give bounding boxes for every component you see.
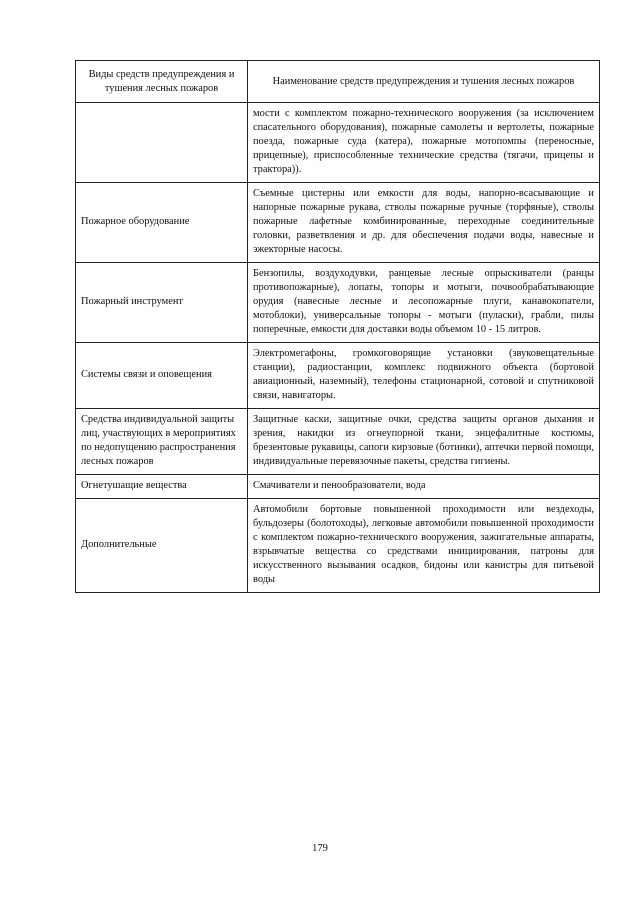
row-type-cell: Дополнительные [76,499,248,593]
row-description-cell: Смачиватели и пенообразователи, вода [248,475,600,499]
row-type-cell: Средства индивидуальной защиты лиц, участвующих в мероприятиях по недопущению распространения лесных пожаров [76,409,248,475]
fire-means-table [75,60,600,593]
header-types: Виды средств предупреждения и тушения лесных пожаров [76,61,248,103]
row-description-cell: Съемные цистерны или емкости для воды, напорно-всасывающие и напорные пожарные рукава, стволы пожарные ручные (торфяные), стволы пожарные лафетные комбинированные, переходные соединительные головки, разветвления и др. для обеспечения подачи воды, навесные и эжекторные насосы. [248,183,600,263]
table-row [76,103,600,183]
row-description-cell: Автомобили бортовые повышенной проходимости или вездеходы, бульдозеры (болотоходы), легковые автомобили повышенной проходимости с комплектом пожарно-технического вооружения, зажигательные аппараты, взрывчатые вещества со средствами инициирования, патроны для искусственного вызывания осадков, бидоны или канистры для питьевой воды [248,499,600,593]
row-description-cell: Бензопилы, воздуходувки, ранцевые лесные опрыскиватели (ранцы противопожарные), лопаты, топоры и мотыги, почвообрабатывающие орудия (навесные лесные и лесопожарные плуги, канавокопатели, мотоблоки), универсальные топоры - мотыги (пуласки), грабли, пилы поперечные, емкости для доставки воды объемом 10 - 15 литров. [248,263,600,343]
table-row [76,343,600,409]
row-type-cell: Системы связи и оповещения [76,343,248,409]
page-number: 179 [312,843,328,854]
row-type-cell: Пожарный инструмент [76,263,248,343]
table-row [76,263,600,343]
table-row [76,499,600,593]
row-type-cell: Пожарное оборудование [76,183,248,263]
row-description-cell: Защитные каски, защитные очки, средства защиты органов дыхания и зрения, накидки из огнеупорной ткани, энцефалитные костюмы, брезентовые рукавицы, сапоги кирзовые (ботинки), аптечки первой помощи, индивидуальные перевязочные пакеты, средства гигиены. [248,409,600,475]
table-row [76,475,600,499]
row-description-cell: Электромегафоны, громкоговорящие установки (звуковещательные станции), радиостанции, комплекс подвижного объекта (бортовой авиационный, наземный), телефоны стационарной, сотовой и спутниковой связи, навигаторы. [248,343,600,409]
table-row [76,183,600,263]
row-description-cell: мости с комплектом пожарно-технического вооружения (за исключением спасательного оборудования), пожарные самолеты и вертолеты, пожарные поезда, пожарные суда (катера), пожарные мотопомпы (переносные, прицепные), приспособленные технические средства (тягачи, прицепы и трактора)). [248,103,600,183]
row-type-cell: Огнетушащие вещества [76,475,248,499]
table-row [76,409,600,475]
header-names: Наименование средств предупреждения и тушения лесных пожаров [248,61,600,103]
row-type-cell [76,103,248,183]
table-header-row [76,61,600,103]
